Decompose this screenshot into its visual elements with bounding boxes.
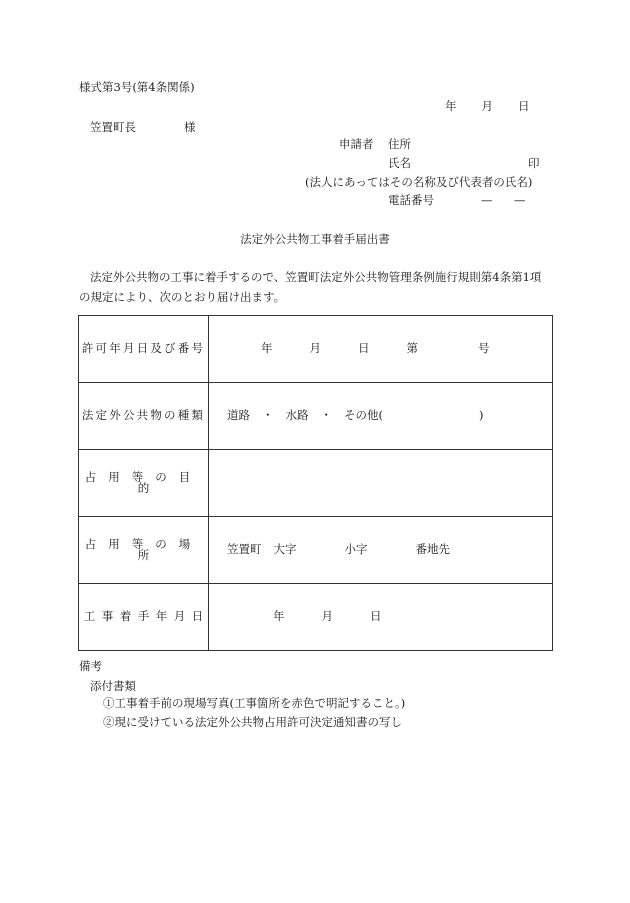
date-month-label: 月	[481, 99, 493, 113]
value-part: 日	[370, 609, 382, 624]
seal-mark: 印	[528, 156, 540, 170]
label-text: 占用等の場所	[84, 536, 203, 562]
date-year-label: 年	[445, 99, 457, 113]
value-part: 号	[478, 341, 490, 356]
value-part: 水路	[285, 408, 309, 423]
phone-separator: —	[481, 193, 493, 207]
row-label	[79, 584, 209, 651]
addressee-suffix: 様	[184, 120, 196, 134]
value-part: ・	[320, 408, 332, 423]
value-part: 年	[261, 341, 273, 356]
value-part: 月	[321, 609, 333, 624]
value-part: 月	[309, 341, 321, 356]
value-part: 番地先	[415, 542, 450, 557]
name-label: 氏名	[388, 156, 411, 170]
table-row	[79, 316, 553, 383]
label-text: 許可年月日及び番号	[81, 341, 206, 356]
table-row	[79, 383, 553, 450]
value-part: ・	[262, 408, 274, 423]
label-text: 法定外公共物の種類	[81, 408, 206, 423]
value-part: 年	[273, 609, 285, 624]
row-label	[79, 316, 209, 383]
row-label	[79, 450, 209, 517]
date-day-label: 日	[518, 99, 530, 113]
attachments-label: 添付書類	[90, 679, 136, 693]
value-part: 第	[406, 341, 418, 356]
occupancy-purpose-field[interactable]	[209, 450, 553, 517]
attachment-item: ②現に受けている法定外公共物占用許可決定通知書の写し	[103, 715, 402, 729]
label-text: 占用等の目的	[84, 469, 203, 495]
notification-table	[78, 315, 553, 651]
value-part: 小字	[344, 542, 368, 557]
occupancy-location-field[interactable]	[209, 517, 553, 584]
permit-date-number-field[interactable]	[209, 316, 553, 383]
phone-separator: —	[514, 193, 526, 207]
name-note: (法人にあってはその名称及び代表者の氏名)	[305, 175, 533, 189]
value-part: その他(	[344, 408, 383, 423]
body-text-line: 法定外公共物の工事に着手するので、笠置町法定外公共物管理条例施行規則第4条第1項	[90, 270, 542, 284]
form-number: 様式第3号(第4条関係)	[79, 80, 195, 94]
value-part: 日	[358, 341, 370, 356]
value-part: 笠置町	[227, 542, 262, 557]
document-title: 法定外公共物工事着手届出書	[240, 232, 390, 246]
addressee-name: 笠置町長	[90, 120, 136, 134]
table-row	[79, 450, 553, 517]
phone-label: 電話番号	[388, 193, 434, 207]
row-label	[79, 383, 209, 450]
remarks-heading: 備考	[79, 659, 102, 673]
address-label: 住所	[388, 137, 411, 151]
submission-date	[445, 101, 530, 113]
applicant-label: 申請者	[339, 137, 374, 151]
table-row	[79, 517, 553, 584]
value-part: )	[479, 408, 484, 423]
attachment-item: ①工事着手前の現場写真(工事箇所を赤色で明記すること。)	[103, 696, 406, 710]
construction-start-date-field[interactable]	[209, 584, 553, 651]
table-row	[79, 584, 553, 651]
value-part: 大字	[273, 542, 297, 557]
body-text-line: の規定により、次のとおり届け出ます。	[79, 290, 286, 304]
row-label	[79, 517, 209, 584]
label-text: 工事着手年月日	[83, 609, 210, 624]
addressee	[90, 122, 196, 134]
value-part: 道路	[227, 408, 250, 423]
public-property-type-field[interactable]	[209, 383, 553, 450]
